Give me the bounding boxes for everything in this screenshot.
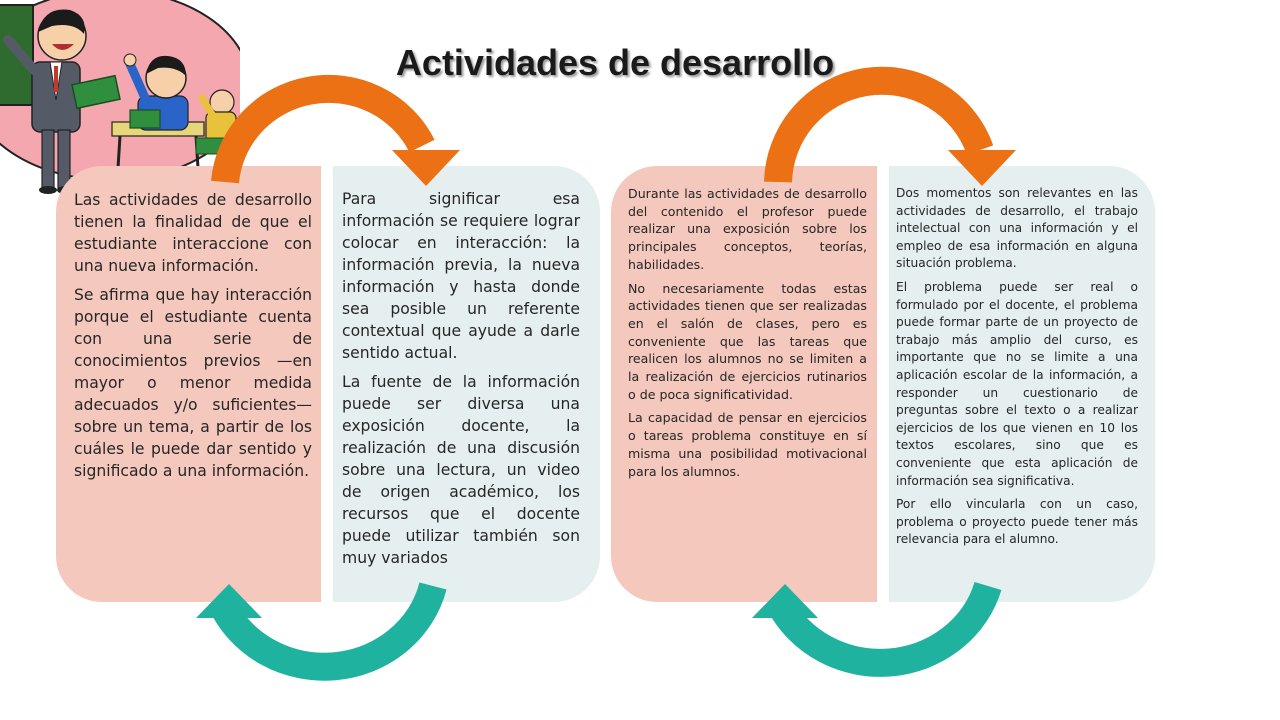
page-title: Actividades de desarrollo: [395, 42, 835, 84]
panel-paragraph: Para significar esa información se requiere lograr colocar en interacción: la información previa, la nueva información y hasta donde sea posible un referente contextual que ayude a darle sentido actual.: [342, 190, 580, 362]
orange-curved-arrow-left: [225, 89, 460, 186]
panel-paragraph: La fuente de la información puede ser diversa una exposición docente, la realización de una discusión sobre una lectura, un video de origen académico, los recursos que el docente puede utilizar también son muy variados: [342, 373, 580, 567]
panel-paragraph: Dos momentos son relevantes en las actividades de desarrollo, el trabajo intelectual con una información y el empleo de esa información en alguna situación problema.: [896, 186, 1138, 271]
orange-curved-arrow-right: [778, 81, 1016, 186]
panel-paragraph: Se afirma que hay interacción porque el estudiante cuenta con una serie de conocimientos previos —en mayor o menor medida adecuados y/o suficientes— sobre un tema, a partir de los cuáles le puede dar sentido y significado a una información.: [74, 286, 312, 480]
panel-paragraph: Por ello vincularla con un caso, problema o proyecto puede tener más relevancia para el alumno.: [896, 497, 1138, 547]
teal-curved-arrow-right: [752, 584, 988, 663]
panel-paragraph: No necesariamente todas estas actividades tienen que ser realizadas en el salón de clases, pero es conveniente que las tareas que realicen los alumnos no se limiten a la realización de ejercicios rutinarios o de poca significatividad.: [628, 280, 867, 402]
panel-paragraph: La capacidad de pensar en ejercicios o tareas problema constituye en sí misma una posibilidad motivacional para los alumnos.: [628, 410, 867, 479]
panel-paragraph: Durante las actividades de desarrollo del contenido el profesor puede realizar una exposición sobre los principales conceptos, teorías, habilidades.: [628, 186, 867, 272]
teal-curved-arrow-left: [196, 584, 433, 667]
panel-paragraph: El problema puede ser real o formulado por el docente, el problema puede formar parte de un proyecto de trabajo más amplio del curso, es importante que no se limite a una aplicación escolar de la información, a responder un cuestionario de preguntas sobre el texto o a realizar ejercicios de los que vienen en 10 los textos escolares, sino que es conveniente que esta aplicación de información sea significativa.: [896, 279, 1138, 488]
panel-paragraph: Las actividades de desarrollo tienen la finalidad de que el estudiante interaccione con una nueva información.: [74, 191, 312, 275]
